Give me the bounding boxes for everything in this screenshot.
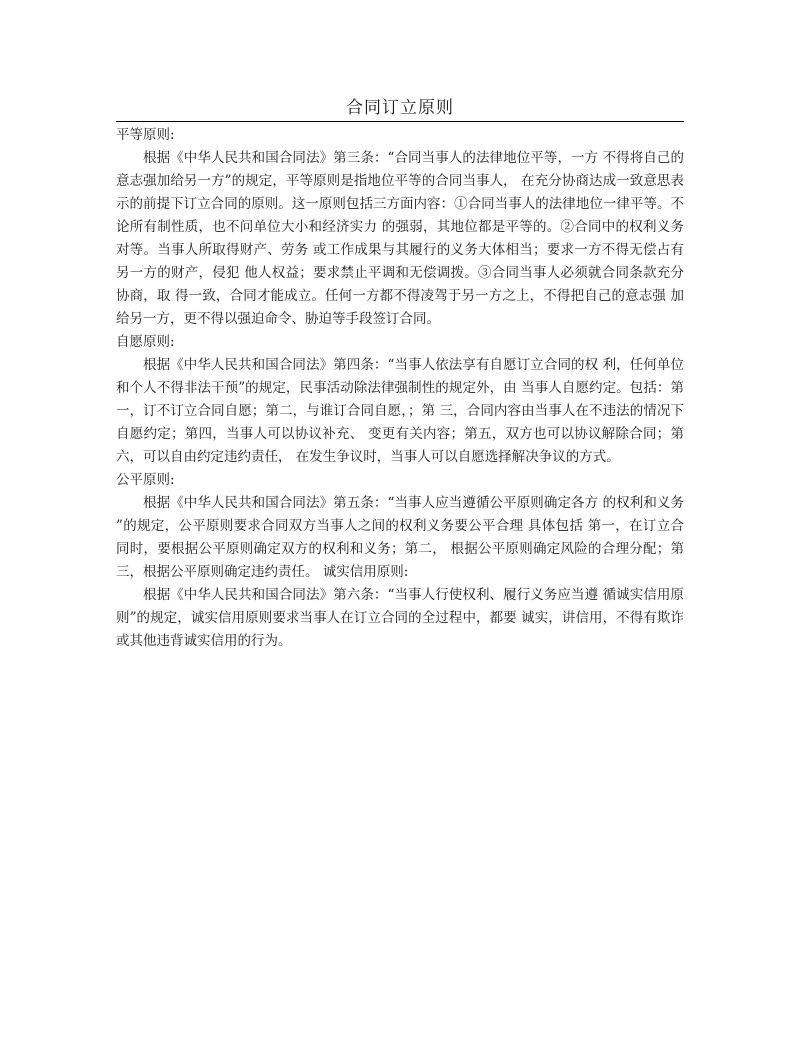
section-heading-fairness: 公平原则: [116,472,175,488]
document-title: 合同订立原则 [346,98,454,118]
section-heading-voluntariness: 自愿原则: [116,334,175,350]
section-paragraph-good-faith: 根据《中华人民共和国合同法》第六条：“当事人行使权利、履行义务应当遵 循诚实信用原则”的规定，诚实信用原则要求当事人在订立合同的全过程中，都要 诚实，讲信用，不得有欺诈或其他违背诚实信用的行为。 [116,587,684,649]
section-paragraph-fairness: 根据《中华人民共和国合同法》第五条：“当事人应当遵循公平原则确定各方 的权利和义务”的规定，公平原则要求合同双方当事人之间的权利义务要公平合理 具体包括 第一，在订立合同时，要根据公平原则确定双方的权利和义务；第二， 根据公平原则确定风险的合理分配；第三，根据公平原则确定违约责任。 诚实信用原则: [116,495,684,580]
section-paragraph-equality: 根据《中华人民共和国合同法》第三条：“合同当事人的法律地位平等，一方 不得将自己的意志强加给另一方”的规定，平等原则是指地位平等的合同当事人， 在充分协商达成一致意思表示的前提下订立合同的原则。这一原则包括三方面内容：①合同当事人的法律地位一律平等。不论所有制性质，也不问单位大小和经济实力 的强弱，其地位都是平等的。②合同中的权利义务对等。当事人所取得财产、劳务 或工作成果与其履行的义务大体相当；要求一方不得无偿占有另一方的财产，侵犯 他人权益；要求禁止平调和无偿调拨。③合同当事人必须就合同条款充分协商，取 得一致，合同才能成立。任何一方都不得凌驾于另一方之上，不得把自己的意志强 加给另一方，更不得以强迫命令、胁迫等手段签订合同。 [116,150,684,327]
section-paragraph-voluntariness: 根据《中华人民共和国合同法》第四条：“当事人依法享有自愿订立合同的权 利，任何单位和个人不得非法干预”的规定，民事活动除法律强制性的规定外，由 当事人自愿约定。包括：第一，订不订立合同自愿；第二，与谁订合同自愿，；第 三，合同内容由当事人在不违法的情况下自愿约定；第四，当事人可以协议补充、 变更有关内容；第五，双方也可以协议解除合同；第六，可以自由约定违约责任， 在发生争议时，当事人可以自愿选择解决争议的方式。 [116,357,684,465]
title-underline [116,121,684,122]
document-body [116,124,684,653]
section-heading-equality: 平等原则: [116,127,175,143]
